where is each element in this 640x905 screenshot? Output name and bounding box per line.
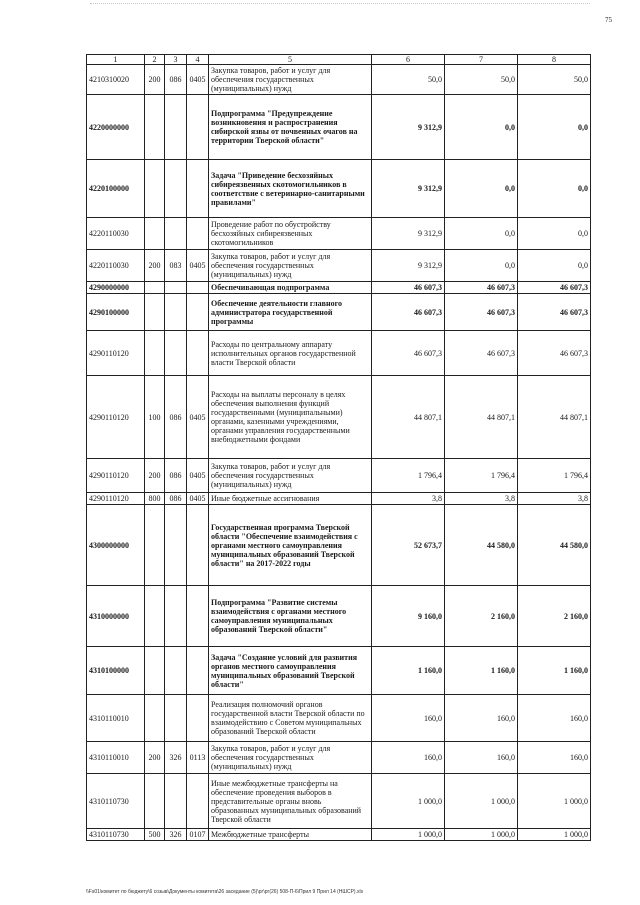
table-row xyxy=(87,294,591,331)
column-number-header: 6 xyxy=(372,55,445,65)
expense-type-cell xyxy=(145,95,165,160)
section-code-cell: 0405 xyxy=(187,459,209,493)
amount-2021-cell: 160,0 xyxy=(518,742,591,774)
budget-code-cell: 4310000000 xyxy=(87,586,145,647)
ministry-code-cell xyxy=(165,282,187,294)
amount-2020-cell: 1 160,0 xyxy=(445,647,518,695)
section-code-cell xyxy=(187,160,209,218)
amount-2021-cell: 2 160,0 xyxy=(518,586,591,647)
column-number-header: 3 xyxy=(165,55,187,65)
expense-type-cell: 200 xyxy=(145,459,165,493)
amount-2021-cell: 0,0 xyxy=(518,95,591,160)
table-row xyxy=(87,829,591,841)
ministry-code-cell xyxy=(165,294,187,331)
amount-2020-cell: 46 607,3 xyxy=(445,282,518,294)
section-code-cell xyxy=(187,218,209,250)
item-name-cell: Иные межбюджетные трансферты на обеспечение проведения выборов в представительные органы вновь образованных муниципальных образований Тверской области xyxy=(209,774,372,829)
table-row xyxy=(87,505,591,586)
ministry-code-cell xyxy=(165,505,187,586)
item-name-cell: Государственная программа Тверской области "Обеспечение взаимодействия с органами местного самоуправления муниципальных образований Тверской области" на 2017-2022 годы xyxy=(209,505,372,586)
amount-2019-cell: 46 607,3 xyxy=(372,294,445,331)
amount-2021-cell: 1 796,4 xyxy=(518,459,591,493)
amount-2020-cell: 44 807,1 xyxy=(445,376,518,459)
amount-2021-cell: 44 580,0 xyxy=(518,505,591,586)
item-name-cell: Реализация полномочий органов государственной власти Тверской области по взаимодействию с Советом муниципальных образований Тверской области xyxy=(209,695,372,742)
table-row xyxy=(87,250,591,282)
section-code-cell: 0405 xyxy=(187,65,209,95)
amount-2020-cell: 46 607,3 xyxy=(445,294,518,331)
table-row xyxy=(87,774,591,829)
item-name-cell: Расходы по центральному аппарату исполнительных органов государственной власти Тверской области xyxy=(209,331,372,376)
expense-type-cell: 200 xyxy=(145,65,165,95)
item-name-cell: Обеспечивающая подпрограмма xyxy=(209,282,372,294)
budget-code-cell: 4310110730 xyxy=(87,774,145,829)
item-name-cell: Закупка товаров, работ и услуг для обеспечения государственных (муниципальных) нужд xyxy=(209,65,372,95)
expense-type-cell: 800 xyxy=(145,493,165,505)
ministry-code-cell xyxy=(165,586,187,647)
expense-type-cell: 200 xyxy=(145,742,165,774)
ministry-code-cell xyxy=(165,695,187,742)
column-number-header: 5 xyxy=(209,55,372,65)
column-number-header: 4 xyxy=(187,55,209,65)
amount-2021-cell: 50,0 xyxy=(518,65,591,95)
expense-type-cell xyxy=(145,695,165,742)
section-code-cell xyxy=(187,294,209,331)
amount-2020-cell: 160,0 xyxy=(445,695,518,742)
amount-2020-cell: 0,0 xyxy=(445,95,518,160)
expense-type-cell xyxy=(145,331,165,376)
expense-type-cell xyxy=(145,160,165,218)
item-name-cell: Проведение работ по обустройству бесхозяйных сибиреязвенных скотомогильников xyxy=(209,218,372,250)
amount-2020-cell: 0,0 xyxy=(445,218,518,250)
section-code-cell: 0405 xyxy=(187,493,209,505)
amount-2021-cell: 160,0 xyxy=(518,695,591,742)
ministry-code-cell: 326 xyxy=(165,742,187,774)
amount-2019-cell: 44 807,1 xyxy=(372,376,445,459)
amount-2019-cell: 46 607,3 xyxy=(372,282,445,294)
amount-2019-cell: 3,8 xyxy=(372,493,445,505)
expense-type-cell xyxy=(145,505,165,586)
expense-type-cell: 100 xyxy=(145,376,165,459)
amount-2021-cell: 46 607,3 xyxy=(518,282,591,294)
amount-2021-cell: 46 607,3 xyxy=(518,294,591,331)
amount-2019-cell: 9 312,9 xyxy=(372,160,445,218)
ministry-code-cell: 083 xyxy=(165,250,187,282)
amount-2020-cell: 50,0 xyxy=(445,65,518,95)
amount-2019-cell: 160,0 xyxy=(372,742,445,774)
amount-2021-cell: 0,0 xyxy=(518,250,591,282)
expense-type-cell: 500 xyxy=(145,829,165,841)
expense-type-cell: 200 xyxy=(145,250,165,282)
budget-code-cell: 4290000000 xyxy=(87,282,145,294)
amount-2019-cell: 1 000,0 xyxy=(372,774,445,829)
ministry-code-cell: 086 xyxy=(165,65,187,95)
amount-2020-cell: 3,8 xyxy=(445,493,518,505)
amount-2019-cell: 160,0 xyxy=(372,695,445,742)
table-row xyxy=(87,331,591,376)
ministry-code-cell xyxy=(165,95,187,160)
ministry-code-cell xyxy=(165,160,187,218)
amount-2020-cell: 44 580,0 xyxy=(445,505,518,586)
amount-2021-cell: 44 807,1 xyxy=(518,376,591,459)
amount-2021-cell: 46 607,3 xyxy=(518,331,591,376)
budget-code-cell: 4290110120 xyxy=(87,376,145,459)
amount-2020-cell: 2 160,0 xyxy=(445,586,518,647)
amount-2020-cell: 0,0 xyxy=(445,250,518,282)
section-code-cell xyxy=(187,282,209,294)
budget-code-cell: 4220110030 xyxy=(87,250,145,282)
item-name-cell: Задача "Приведение бесхозяйных сибиреязвенных скотомогильников в соответствие с ветеринарно-санитарными правилами" xyxy=(209,160,372,218)
item-name-cell: Закупка товаров, работ и услуг для обеспечения государственных (муниципальных) нужд xyxy=(209,250,372,282)
amount-2019-cell: 52 673,7 xyxy=(372,505,445,586)
item-name-cell: Подпрограмма "Предупреждение возникновения и распространения сибирской язвы от почвенных очагов на территории Тверской области" xyxy=(209,95,372,160)
table-row xyxy=(87,376,591,459)
table-row xyxy=(87,695,591,742)
item-name-cell: Расходы на выплаты персоналу в целях обеспечения выполнения функций государственными (муниципальными) органами, казенными учреждениями, органами управления государственными внебюджетными фондами xyxy=(209,376,372,459)
section-code-cell xyxy=(187,95,209,160)
amount-2021-cell: 1 000,0 xyxy=(518,829,591,841)
expense-type-cell xyxy=(145,218,165,250)
section-code-cell xyxy=(187,505,209,586)
ministry-code-cell: 326 xyxy=(165,829,187,841)
amount-2019-cell: 9 312,9 xyxy=(372,250,445,282)
ministry-code-cell xyxy=(165,647,187,695)
amount-2019-cell: 1 160,0 xyxy=(372,647,445,695)
expense-type-cell xyxy=(145,586,165,647)
expense-type-cell xyxy=(145,282,165,294)
table-row xyxy=(87,160,591,218)
item-name-cell: Обеспечение деятельности главного администратора государственной программы xyxy=(209,294,372,331)
table-row xyxy=(87,65,591,95)
budget-code-cell: 4220000000 xyxy=(87,95,145,160)
amount-2020-cell: 1 796,4 xyxy=(445,459,518,493)
item-name-cell: Закупка товаров, работ и услуг для обеспечения государственных (муниципальных) нужд xyxy=(209,459,372,493)
amount-2020-cell: 0,0 xyxy=(445,160,518,218)
ministry-code-cell xyxy=(165,218,187,250)
amount-2021-cell: 1 160,0 xyxy=(518,647,591,695)
budget-code-cell: 4220110030 xyxy=(87,218,145,250)
amount-2019-cell: 46 607,3 xyxy=(372,331,445,376)
amount-2020-cell: 160,0 xyxy=(445,742,518,774)
table-row xyxy=(87,493,591,505)
budget-table xyxy=(86,54,591,841)
budget-code-cell: 4310110730 xyxy=(87,829,145,841)
budget-code-cell: 4210310020 xyxy=(87,65,145,95)
budget-code-cell: 4290110120 xyxy=(87,459,145,493)
budget-code-cell: 4290110120 xyxy=(87,493,145,505)
expense-type-cell xyxy=(145,294,165,331)
budget-code-cell: 4290110120 xyxy=(87,331,145,376)
budget-code-cell: 4220100000 xyxy=(87,160,145,218)
table-row xyxy=(87,459,591,493)
table-header-row xyxy=(87,55,591,65)
section-code-cell xyxy=(187,774,209,829)
amount-2019-cell: 9 160,0 xyxy=(372,586,445,647)
ministry-code-cell: 086 xyxy=(165,376,187,459)
amount-2019-cell: 9 312,9 xyxy=(372,218,445,250)
amount-2021-cell: 1 000,0 xyxy=(518,774,591,829)
table-row xyxy=(87,647,591,695)
table-row xyxy=(87,742,591,774)
ministry-code-cell: 086 xyxy=(165,459,187,493)
file-path-footer: \\Fs01\комитет по бюджету\6 созыв\Документы комитета\26 заседание (5)\рг\рг(26) 508-П-6\Прил 9 Прил 14 (НШСР).xls xyxy=(86,889,364,895)
ministry-code-cell xyxy=(165,774,187,829)
amount-2019-cell: 50,0 xyxy=(372,65,445,95)
page-number: 75 xyxy=(605,16,612,24)
column-number-header: 2 xyxy=(145,55,165,65)
budget-code-cell: 4310110010 xyxy=(87,742,145,774)
table-row xyxy=(87,586,591,647)
section-code-cell xyxy=(187,331,209,376)
section-code-cell xyxy=(187,586,209,647)
item-name-cell: Межбюджетные трансферты xyxy=(209,829,372,841)
section-code-cell: 0405 xyxy=(187,376,209,459)
ministry-code-cell xyxy=(165,331,187,376)
section-code-cell: 0107 xyxy=(187,829,209,841)
amount-2021-cell: 0,0 xyxy=(518,218,591,250)
ministry-code-cell: 086 xyxy=(165,493,187,505)
expense-type-cell xyxy=(145,647,165,695)
section-code-cell xyxy=(187,647,209,695)
amount-2019-cell: 1 000,0 xyxy=(372,829,445,841)
table-row xyxy=(87,218,591,250)
amount-2020-cell: 46 607,3 xyxy=(445,331,518,376)
scan-header-artifact xyxy=(90,3,590,10)
budget-code-cell: 4310110010 xyxy=(87,695,145,742)
section-code-cell: 0405 xyxy=(187,250,209,282)
column-number-header: 1 xyxy=(87,55,145,65)
item-name-cell: Иные бюджетные ассигнования xyxy=(209,493,372,505)
expense-type-cell xyxy=(145,774,165,829)
item-name-cell: Закупка товаров, работ и услуг для обеспечения государственных (муниципальных) нужд xyxy=(209,742,372,774)
budget-code-cell: 4290100000 xyxy=(87,294,145,331)
amount-2020-cell: 1 000,0 xyxy=(445,774,518,829)
amount-2019-cell: 9 312,9 xyxy=(372,95,445,160)
amount-2019-cell: 1 796,4 xyxy=(372,459,445,493)
column-number-header: 8 xyxy=(518,55,591,65)
table-row xyxy=(87,95,591,160)
budget-code-cell: 4310100000 xyxy=(87,647,145,695)
amount-2020-cell: 1 000,0 xyxy=(445,829,518,841)
section-code-cell: 0113 xyxy=(187,742,209,774)
budget-code-cell: 4300000000 xyxy=(87,505,145,586)
column-number-header: 7 xyxy=(445,55,518,65)
item-name-cell: Задача "Создание условий для развития органов местного самоуправления муниципальных образований Тверской области" xyxy=(209,647,372,695)
item-name-cell: Подпрограмма "Развитие системы взаимодействия с органами местного самоуправления муниципальных образований Тверской области" xyxy=(209,586,372,647)
amount-2021-cell: 3,8 xyxy=(518,493,591,505)
amount-2021-cell: 0,0 xyxy=(518,160,591,218)
table-row xyxy=(87,282,591,294)
section-code-cell xyxy=(187,695,209,742)
